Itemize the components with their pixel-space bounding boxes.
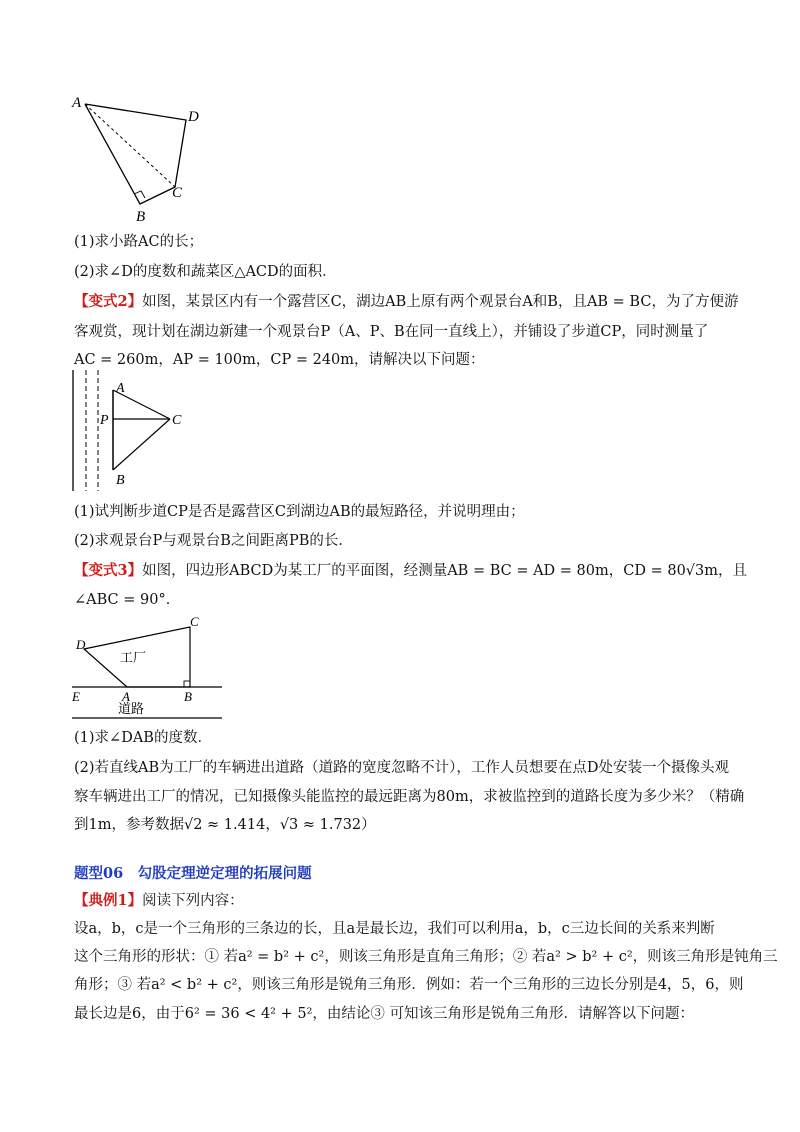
variant3-question-2-line3: 到1m，参考数据√2 ≈ 1.414，√3 ≈ 1.732） bbox=[74, 817, 376, 833]
example-paragraph-3: 角形；③ 若a² < b² + c²，则该三角形是锐角三角形．例如：若一个三角形的三边长分别是4，5，6，则 bbox=[74, 977, 744, 993]
label-a: A bbox=[72, 95, 82, 111]
variant2-line3: AC = 260m，AP = 100m，CP = 240m，请解决以下问题： bbox=[74, 352, 485, 368]
question-1-1: (1)求小路AC的长； bbox=[74, 234, 204, 250]
label-road: 道路 bbox=[118, 701, 145, 716]
variant3-tag: 【变式3】 bbox=[74, 562, 143, 579]
example-paragraph-1: 设a，b，c是一个三角形的三条边的长，且a是最长边，我们可以利用a，b，c三边长间的关系来判断 bbox=[74, 921, 715, 937]
figure1-outline bbox=[85, 104, 186, 204]
label-d: D bbox=[188, 109, 199, 125]
variant3-question-2-line2: 察车辆进出工厂的情况，已知摄像头能监控的最远距离为80m，求被监控到的道路长度为多少米？（精确 bbox=[74, 789, 745, 805]
label-c: C bbox=[172, 185, 183, 201]
section-heading: 题型06 勾股定理逆定理的拓展问题 bbox=[74, 865, 312, 882]
label-b: B bbox=[184, 689, 192, 704]
variant3-text-1: 如图，四边形ABCD为某工厂的平面图，经测量AB = BC = AD = 80m，CD = 80√3m，且 bbox=[142, 563, 748, 579]
label-a: A bbox=[122, 689, 130, 704]
variant3-line2: ∠ABC = 90°． bbox=[74, 592, 181, 608]
variant3-question-1: (1)求∠DAB的度数． bbox=[74, 730, 212, 746]
label-p: P bbox=[100, 413, 109, 428]
figure-lake-camp bbox=[60, 368, 210, 493]
label-c: C bbox=[172, 413, 182, 428]
label-d: D bbox=[76, 637, 86, 652]
label-b: B bbox=[116, 473, 125, 488]
label-c: C bbox=[190, 614, 199, 629]
variant2-text-1: 如图，某景区内有一个露营区C，湖边AB上原有两个观景台A和B，且AB = BC，为了方便游 bbox=[142, 294, 739, 310]
label-factory: 工厂 bbox=[120, 650, 147, 665]
figure-quadrilateral-abcd bbox=[60, 90, 240, 225]
variant2-question-2: (2)求观景台P与观景台B之间距离PB的长． bbox=[74, 533, 353, 549]
variant3-line1 bbox=[74, 561, 748, 581]
right-angle-mark bbox=[184, 681, 190, 687]
question-1-2: (2)求∠D的度数和蔬菜区△ACD的面积． bbox=[74, 264, 337, 280]
example-tag: 【典例1】 bbox=[74, 892, 143, 909]
variant2-question-1: (1)试判断步道CP是否是露营区C到湖边AB的最短路径，并说明理由； bbox=[74, 504, 525, 520]
variant2-tag: 【变式2】 bbox=[74, 293, 143, 310]
example-paragraph-2: 这个三角形的形状：① 若a² = b² + c²，则该三角形是直角三角形；② 若a² > b² + c²，则该三角形是钝角三 bbox=[74, 949, 778, 965]
figure-factory bbox=[66, 612, 226, 722]
example-intro-line bbox=[74, 891, 734, 911]
variant2-line2: 客观赏，现计划在湖边新建一个观景台P（A、P、B在同一直线上），并铺设了步道CP，同时测量了 bbox=[74, 324, 709, 340]
label-b: B bbox=[136, 209, 146, 225]
variant3-question-2-line1: (2)若直线AB为工厂的车辆进出道路（道路的宽度忽略不计），工作人员想要在点D处安装一个摄像头观 bbox=[74, 760, 730, 776]
label-a: A bbox=[116, 381, 125, 396]
example-intro: 阅读下列内容： bbox=[142, 893, 244, 909]
segment-bc bbox=[113, 419, 170, 470]
example-paragraph-4: 最长边是6，由于6² = 36 < 4² + 5²，由结论③ 可知该三角形是锐角三角形．请解答以下问题： bbox=[74, 1006, 694, 1022]
variant2-line1 bbox=[74, 292, 739, 312]
label-e: E bbox=[72, 689, 80, 704]
